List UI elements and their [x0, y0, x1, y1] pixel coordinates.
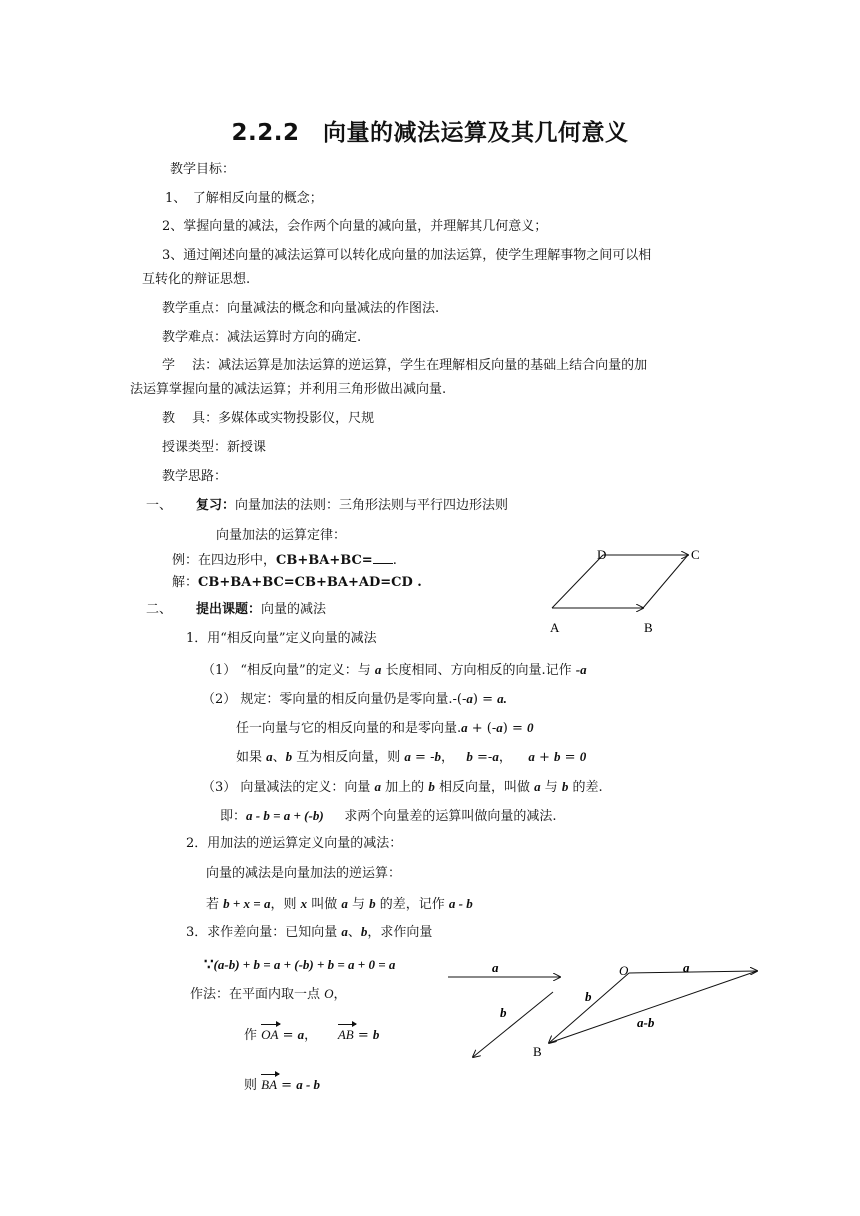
point-2-1: 向量的减法是向量加法的逆运算：	[206, 866, 402, 881]
var-b: b	[360, 924, 368, 939]
var-b: b	[434, 749, 441, 764]
text: 与	[347, 897, 370, 912]
text: = -	[410, 750, 435, 765]
text: 、	[347, 925, 361, 940]
text: 作	[244, 1028, 262, 1043]
var-a: a	[341, 924, 348, 939]
var-a: a	[466, 691, 473, 706]
section-1-heading	[146, 498, 508, 514]
label-a: a	[492, 960, 499, 975]
difference: a - b	[448, 896, 473, 911]
var-x: x	[300, 896, 308, 911]
zero-vector: 0	[527, 720, 534, 735]
var-b: b	[285, 749, 293, 764]
subtraction-formula: a - b = a + (-b)	[246, 808, 324, 823]
key-point: 教学重点：向量减法的概念和向量减法的作图法.	[162, 301, 440, 316]
var-a: a	[266, 749, 273, 764]
label-D: D	[597, 547, 607, 562]
label-b: b	[585, 989, 592, 1004]
text: ，	[440, 750, 467, 765]
text: 长度相同、方向相反的向量.记作	[381, 663, 576, 678]
solution-label: 解：	[172, 575, 199, 590]
section-2-label: 提出课题：	[196, 602, 262, 617]
text: 加上的	[381, 780, 429, 795]
point-1-2-rule	[236, 720, 534, 737]
section-1-label: 复习：	[196, 498, 236, 513]
var-b: b	[369, 896, 376, 911]
var-b: b	[554, 749, 561, 764]
text: 求两个向量差的运算叫做向量的减法.	[323, 809, 557, 824]
example-line	[172, 551, 397, 569]
text: +	[534, 750, 555, 765]
point-3	[186, 924, 432, 941]
var-neg-a: -a	[575, 662, 587, 677]
solution-expression: CB+BA+BC=CB+BA+AD=CD .	[198, 575, 422, 590]
var-a: a	[341, 896, 348, 911]
text: 则	[244, 1078, 262, 1093]
answer-blank	[373, 551, 393, 564]
objective-3-line2: 互转化的辩证思想.	[142, 272, 251, 287]
text: 叫做	[307, 897, 342, 912]
addition-laws: 向量加法的运算定律：	[216, 528, 347, 543]
point-2-2	[206, 896, 473, 913]
var-a: a	[297, 1027, 305, 1042]
var-a: a	[461, 720, 468, 735]
label-a: a	[683, 960, 690, 975]
var-b: b	[561, 779, 569, 794]
label-B: B	[644, 620, 653, 635]
objective-3-line1: 3、通过阐述向量的减法运算可以转化成向量的加法运算，使学生理解事物之间可以相	[162, 248, 652, 263]
proof-equation: (a-b) + b = a + (-b) + b = a + 0 = a	[213, 957, 396, 972]
var-b: b	[428, 779, 435, 794]
text: 、	[272, 750, 286, 765]
point-3-result	[244, 1077, 320, 1094]
text: ，	[304, 1028, 338, 1043]
label-a-minus-b: a-b	[637, 1015, 655, 1030]
lesson-type: 授课类型：新授课	[162, 440, 267, 455]
label-b: b	[500, 1005, 507, 1020]
text: 任一向量与它的相反向量的和是零向量.	[236, 721, 462, 736]
var-a: a	[374, 779, 382, 794]
vector-OB	[549, 973, 629, 1043]
point-1: 1．用“相反向量”定义向量的减法	[186, 631, 377, 646]
text: 3．求作差向量：已知向量	[186, 925, 342, 940]
text: 的差，记作	[375, 897, 449, 912]
example-end: .	[392, 553, 397, 568]
tools: 教 具：多媒体或实物投影仪，尺规	[162, 411, 375, 426]
text: =	[560, 750, 580, 765]
method-line1: 学 法：减法运算是加法运算的逆运算，学生在理解相反向量的基础上结合向量的加	[162, 358, 648, 373]
text: + (-	[467, 721, 497, 736]
method-line2: 法运算掌握向量的减法运算；并利用三角形做出减向量.	[130, 382, 447, 397]
section-1-number: 一、	[146, 498, 173, 513]
vector-BA	[549, 971, 757, 1043]
text: （1） “相反向量”的定义：与	[202, 663, 375, 678]
vector-BA: BA	[261, 1077, 278, 1092]
label-O: O	[619, 963, 629, 978]
point-1-1	[202, 662, 587, 679]
point-1-2	[202, 691, 507, 708]
because-symbol: ∵	[204, 955, 214, 973]
var-a: a	[492, 749, 499, 764]
vector-OA	[629, 971, 757, 973]
zero-vector: 0	[579, 749, 587, 764]
objective-2: 2、掌握向量的减法，会作两个向量的减向量，并理解其几何意义；	[162, 219, 548, 234]
objectives-heading: 教学目标：	[170, 162, 236, 177]
point-3-method	[190, 986, 347, 1003]
example-expression: CB+BA+BC=	[276, 553, 373, 568]
side-CB	[643, 555, 688, 608]
text: 互为相反向量，则	[292, 750, 405, 765]
objective-1: 1、 了解相反向量的概念；	[165, 191, 323, 206]
text: 的差.	[568, 780, 603, 795]
page-title: 2.2.2 向量的减法运算及其几何意义	[231, 120, 629, 146]
text: 相反向量，叫做	[434, 780, 535, 795]
vector-AB: AB	[337, 1027, 354, 1042]
text: ，	[333, 987, 347, 1002]
point-2: 2．用加法的逆运算定义向量的减法：	[186, 836, 403, 851]
section-1-text: 向量加法的法则：三角形法则与平行四边形法则	[235, 498, 509, 513]
section-2-text: 向量的减法	[261, 602, 327, 617]
label-B: B	[533, 1044, 542, 1059]
point-O: O	[324, 986, 334, 1001]
text: ) =	[472, 692, 498, 707]
section-2-heading	[146, 602, 326, 618]
solution-line	[172, 575, 422, 591]
example-label: 例：在四边形中，	[172, 553, 277, 568]
point-3-construct	[244, 1027, 379, 1044]
point-1-3-formula	[220, 808, 556, 825]
point-1-2-opposite	[236, 749, 586, 766]
text: ，求作向量	[367, 925, 433, 940]
side-AD	[552, 555, 603, 608]
label-C: C	[691, 547, 700, 562]
var-a: a	[374, 662, 382, 677]
text: （3） 向量减法的定义：向量	[202, 780, 375, 795]
difference-triangle-figure	[535, 955, 775, 1065]
difficulty: 教学难点：减法运算时方向的确定.	[162, 330, 362, 345]
text: 即：	[220, 809, 247, 824]
parallelogram-figure	[540, 542, 720, 634]
text: =-	[472, 750, 493, 765]
var-a: a	[528, 749, 535, 764]
var-b: b	[466, 749, 473, 764]
text: ) =	[502, 721, 527, 736]
var-a: a	[404, 749, 411, 764]
text: =	[353, 1028, 373, 1043]
text: 作法：在平面内取一点	[190, 987, 325, 1002]
var-b: b	[372, 1027, 380, 1042]
text: =	[277, 1078, 297, 1093]
difference: a - b	[296, 1077, 321, 1092]
label-A: A	[550, 620, 560, 635]
text: 若	[206, 897, 224, 912]
approach: 教学思路：	[162, 469, 228, 484]
point-1-3	[202, 779, 603, 796]
var-a: a.	[497, 691, 507, 706]
text: =	[278, 1028, 298, 1043]
text: 如果	[236, 750, 267, 765]
vector-OA: OA	[261, 1027, 279, 1042]
text: （2） 规定：零向量的相反向量仍是零向量.-(-	[202, 692, 467, 707]
equation: b + x = a	[223, 896, 271, 911]
var-a: a	[496, 720, 503, 735]
point-3-proof	[204, 956, 395, 974]
var-a: a	[534, 779, 541, 794]
section-2-number: 二、	[146, 602, 173, 617]
text: ，	[498, 750, 529, 765]
text: ，则	[270, 897, 301, 912]
text: 与	[540, 780, 562, 795]
